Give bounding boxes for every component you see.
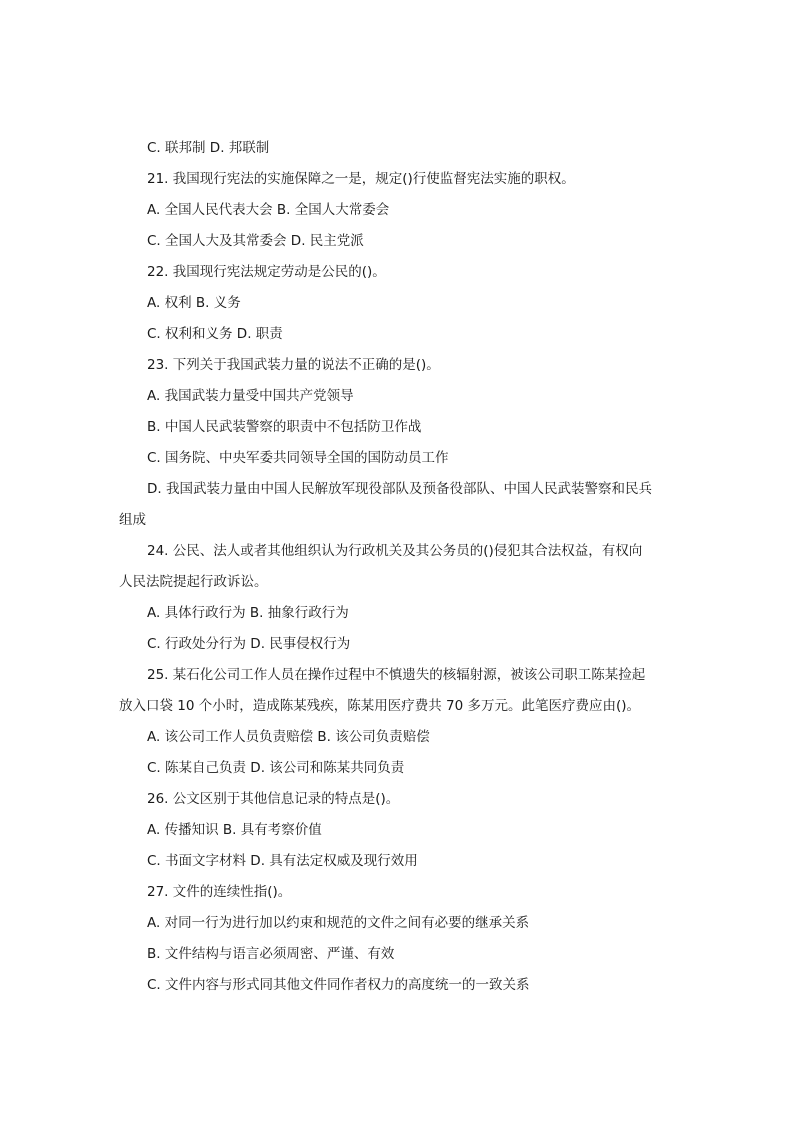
question-24-continued: 人民法院提起行政诉讼。 bbox=[119, 574, 268, 590]
document-body bbox=[119, 133, 679, 1001]
option-23-b: B. 中国人民武装警察的职责中不包括防卫作战 bbox=[147, 419, 422, 435]
option-line-26-ab: A. 传播知识 B. 具有考察价值 bbox=[147, 822, 322, 838]
option-line-21-cd: C. 全国人大及其常委会 D. 民主党派 bbox=[147, 233, 364, 249]
option-23-d-continued: 组成 bbox=[119, 512, 146, 528]
option-line-22-ab: A. 权利 B. 义务 bbox=[147, 295, 241, 311]
option-line-24-cd: C. 行政处分行为 D. 民事侵权行为 bbox=[147, 636, 351, 652]
option-line-20-cd: C. 联邦制 D. 邦联制 bbox=[147, 140, 270, 156]
option-line-25-cd: C. 陈某自己负责 D. 该公司和陈某共同负责 bbox=[147, 760, 405, 776]
option-line-21-ab: A. 全国人民代表大会 B. 全国人大常委会 bbox=[147, 202, 390, 218]
option-27-c: C. 文件内容与形式同其他文件同作者权力的高度统一的一致关系 bbox=[147, 977, 530, 993]
option-23-d: D. 我国武装力量由中国人民解放军现役部队及预备役部队、中国人民武装警察和民兵 bbox=[147, 481, 652, 497]
question-25: 25. 某石化公司工作人员在操作过程中不慎遗失的核辐射源，被该公司职工陈某捡起 bbox=[147, 667, 646, 683]
option-27-a: A. 对同一行为进行加以约束和规范的文件之间有必要的继承关系 bbox=[147, 915, 530, 931]
question-24: 24. 公民、法人或者其他组织认为行政机关及其公务员的()侵犯其合法权益，有权向 bbox=[147, 543, 643, 559]
option-23-a: A. 我国武装力量受中国共产党领导 bbox=[147, 388, 354, 404]
question-26: 26. 公文区别于其他信息记录的特点是()。 bbox=[147, 791, 400, 807]
option-line-22-cd: C. 权利和义务 D. 职责 bbox=[147, 326, 283, 342]
option-line-26-cd: C. 书面文字材料 D. 具有法定权威及现行效用 bbox=[147, 853, 418, 869]
question-27: 27. 文件的连续性指()。 bbox=[147, 884, 292, 900]
option-line-24-ab: A. 具体行政行为 B. 抽象行政行为 bbox=[147, 605, 349, 621]
question-23: 23. 下列关于我国武装力量的说法不正确的是()。 bbox=[147, 357, 440, 373]
question-21: 21. 我国现行宪法的实施保障之一是，规定()行使监督宪法实施的职权。 bbox=[147, 171, 575, 187]
option-line-25-ab: A. 该公司工作人员负责赔偿 B. 该公司负责赔偿 bbox=[147, 729, 430, 745]
question-25-continued: 放入口袋 10 个小时，造成陈某残疾，陈某用医疗费共 70 多万元。此笔医疗费应由()。 bbox=[119, 698, 641, 714]
option-27-b: B. 文件结构与语言必须周密、严谨、有效 bbox=[147, 946, 395, 962]
option-23-c: C. 国务院、中央军委共同领导全国的国防动员工作 bbox=[147, 450, 449, 466]
question-22: 22. 我国现行宪法规定劳动是公民的()。 bbox=[147, 264, 386, 280]
